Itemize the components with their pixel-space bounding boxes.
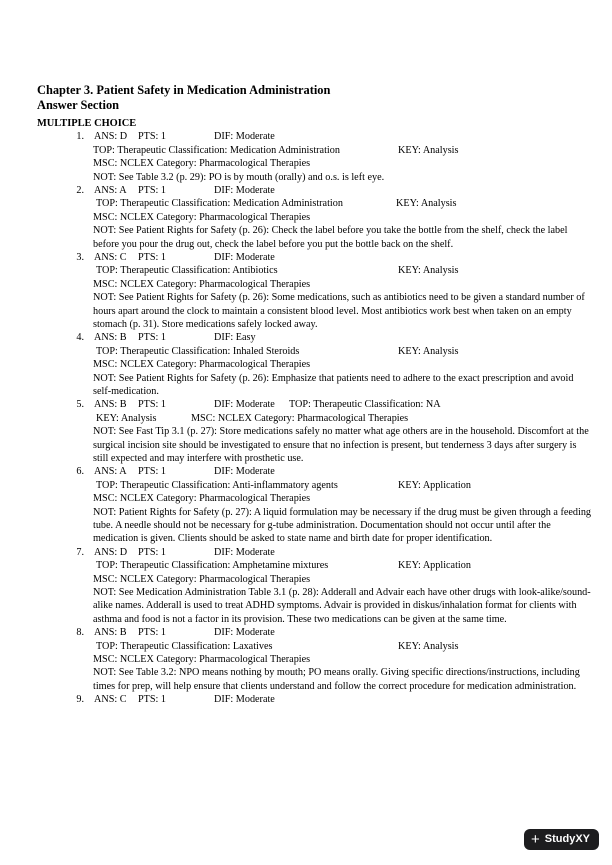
question-number: 4. bbox=[76, 332, 84, 344]
studyxy-label: StudyXY bbox=[544, 832, 590, 845]
topic: TOP: Therapeutic Classification: NA bbox=[289, 399, 441, 411]
msc: MSC: NCLEX Category: Pharmacological Therapies bbox=[93, 653, 311, 665]
topic: TOP: Therapeutic Classification: Amphetamine mixtures bbox=[96, 560, 329, 572]
difficulty: DIF: Moderate bbox=[214, 399, 275, 411]
topic: TOP: Therapeutic Classification: Antibiotics bbox=[96, 265, 278, 277]
question-number: 7. bbox=[76, 546, 84, 558]
plus-icon: + bbox=[531, 830, 540, 848]
difficulty: DIF: Moderate bbox=[214, 466, 275, 478]
question-3 bbox=[37, 251, 592, 331]
topic: TOP: Therapeutic Classification: Inhaled Steroids bbox=[96, 345, 300, 357]
msc: MSC: NCLEX Category: Pharmacological Therapies bbox=[93, 359, 311, 371]
difficulty: DIF: Moderate bbox=[214, 131, 275, 143]
points: PTS: 1 bbox=[138, 332, 167, 344]
question-5 bbox=[37, 398, 592, 465]
msc: MSC: NCLEX Category: Pharmacological Therapies bbox=[191, 412, 409, 424]
question-8 bbox=[37, 626, 592, 693]
answer: ANS: B bbox=[94, 399, 127, 411]
points: PTS: 1 bbox=[138, 694, 167, 706]
points: PTS: 1 bbox=[138, 466, 167, 478]
msc: MSC: NCLEX Category: Pharmacological Therapies bbox=[93, 278, 311, 290]
topic: TOP: Therapeutic Classification: Medication Administration bbox=[93, 144, 340, 156]
question-number: 9. bbox=[76, 694, 84, 706]
rationale-note: NOT: See Medication Administration Table 3.1 (p. 28): Adderall and Advair each have other drugs with look-alike/sound-alike names. Adderall is used to treat ADHD symptoms. Advair is provided in diskus/inhalation format for clients with asthma and food is not a factor in its provision. These two medications can be given at the same time. bbox=[93, 586, 591, 625]
answer: ANS: C bbox=[94, 694, 127, 706]
points: PTS: 1 bbox=[138, 546, 167, 558]
question-2 bbox=[37, 184, 592, 251]
rationale-note: NOT: See Table 3.2 (p. 29): PO is by mouth (orally) and o.s. is left eye. bbox=[93, 171, 385, 183]
question-9 bbox=[37, 693, 592, 706]
points: PTS: 1 bbox=[138, 251, 167, 263]
question-number: 1. bbox=[76, 131, 84, 143]
topic: TOP: Therapeutic Classification: Anti-inflammatory agents bbox=[96, 479, 338, 491]
chapter-title: Chapter 3. Patient Safety in Medication Administration bbox=[37, 83, 331, 97]
msc: MSC: NCLEX Category: Pharmacological Therapies bbox=[93, 493, 311, 505]
multiple-choice-header: MULTIPLE CHOICE bbox=[37, 118, 137, 129]
msc: MSC: NCLEX Category: Pharmacological Therapies bbox=[93, 211, 311, 223]
topic: TOP: Therapeutic Classification: Medication Administration bbox=[96, 198, 343, 210]
rationale-note: NOT: See Patient Rights for Safety (p. 26): Some medications, such as antibiotics need to be given a standard number of hours apart around the clock to maintain a consistent blood level. Most antibiotics work best when taken on an empty stomach (p. 31). Store medications safely locked away. bbox=[93, 292, 585, 330]
answer-document bbox=[37, 83, 592, 707]
question-number: 6. bbox=[76, 466, 84, 478]
answer: ANS: D bbox=[94, 131, 128, 143]
answer: ANS: A bbox=[94, 466, 127, 478]
key: KEY: Analysis bbox=[398, 265, 459, 277]
answer: ANS: B bbox=[94, 627, 127, 639]
question-7 bbox=[37, 546, 592, 626]
question-number: 2. bbox=[76, 184, 84, 196]
question-number: 3. bbox=[76, 251, 84, 263]
rationale-note: NOT: See Fast Tip 3.1 (p. 27): Store medications safely no matter what age others are in the household. Discomfort at the surgical incision site should be investigated to ensure that no infection is present, but tenderness 3 days after surgery is still expected and may interfere with prosthetic use. bbox=[93, 426, 589, 464]
msc: MSC: NCLEX Category: Pharmacological Therapies bbox=[93, 158, 311, 170]
question-6 bbox=[37, 465, 592, 545]
rationale-note: NOT: Patient Rights for Safety (p. 27): A liquid formulation may be necessary if the drug must be given through a feeding tube. A needle should not be necessary for g-tube administration. Documentation should not occur until after the medication is given. Clients should be asked to state name and birth date for proper identification. bbox=[93, 506, 592, 545]
topic: TOP: Therapeutic Classification: Laxatives bbox=[96, 640, 273, 652]
difficulty: DIF: Easy bbox=[214, 332, 256, 344]
rationale-note: NOT: See Patient Rights for Safety (p. 26): Check the label before you take the bottle from the shelf, check the label before you pour the drug out, check the label before you put the bottle back on the shelf. bbox=[93, 225, 568, 250]
msc: MSC: NCLEX Category: Pharmacological Therapies bbox=[93, 573, 311, 585]
section-title: Answer Section bbox=[37, 98, 120, 112]
points: PTS: 1 bbox=[138, 399, 167, 411]
question-number: 5. bbox=[76, 399, 84, 411]
question-1 bbox=[37, 130, 592, 184]
key: KEY: Analysis bbox=[398, 144, 459, 156]
key: KEY: Analysis bbox=[96, 412, 157, 424]
answer: ANS: A bbox=[94, 184, 127, 196]
key: KEY: Application bbox=[398, 479, 471, 491]
difficulty: DIF: Moderate bbox=[214, 546, 275, 558]
difficulty: DIF: Moderate bbox=[214, 694, 275, 706]
difficulty: DIF: Moderate bbox=[214, 251, 275, 263]
difficulty: DIF: Moderate bbox=[214, 184, 275, 196]
difficulty: DIF: Moderate bbox=[214, 627, 275, 639]
points: PTS: 1 bbox=[138, 184, 167, 196]
question-number: 8. bbox=[76, 627, 84, 639]
answer: ANS: D bbox=[94, 546, 128, 558]
answer: ANS: C bbox=[94, 251, 127, 263]
question-4 bbox=[37, 331, 592, 398]
points: PTS: 1 bbox=[138, 131, 167, 143]
key: KEY: Analysis bbox=[396, 198, 457, 210]
points: PTS: 1 bbox=[138, 627, 167, 639]
rationale-note: NOT: See Patient Rights for Safety (p. 26): Emphasize that patients need to adhere to the exact prescription and avoid self-medication. bbox=[93, 372, 574, 397]
key: KEY: Application bbox=[398, 560, 471, 572]
rationale-note: NOT: See Table 3.2: NPO means nothing by mouth; PO means orally. Giving specific directions/instructions, including times for prep, will help ensure that clients understand and follow the correct procedure for medication administration. bbox=[93, 667, 580, 692]
answer: ANS: B bbox=[94, 332, 127, 344]
key: KEY: Analysis bbox=[398, 640, 459, 652]
studyxy-badge[interactable] bbox=[524, 829, 599, 850]
key: KEY: Analysis bbox=[398, 345, 459, 357]
